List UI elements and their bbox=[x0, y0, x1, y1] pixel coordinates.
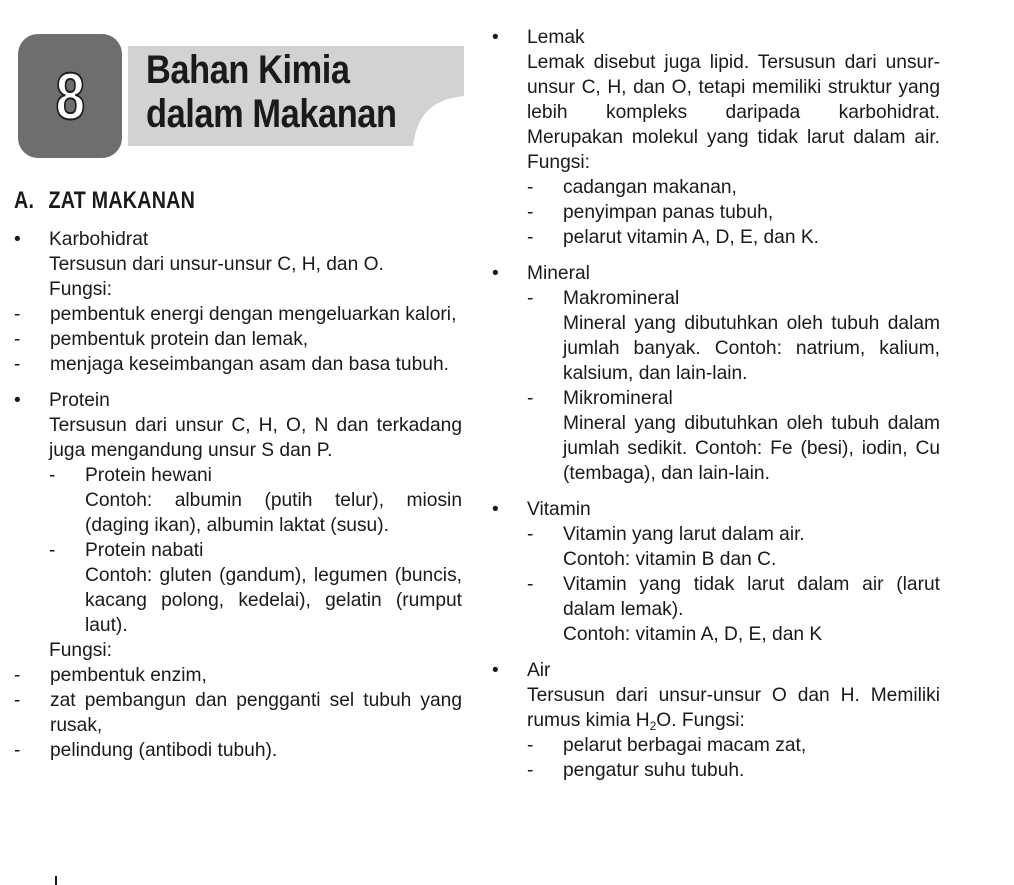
air-desc: Tersusun dari unsur-unsur O dan H. Memiliki rumus kimia $H_2O$. Fungsi: bbox=[527, 685, 940, 733]
mineral-item bbox=[492, 261, 940, 486]
protein-fungsi-item: - pelindung (antibodi tubuh). bbox=[14, 740, 278, 761]
vitamin-larut-air: - Vitamin yang larut dalam air. Contoh: vitamin B dan C. bbox=[527, 522, 940, 572]
vitamin-larut-air-title: Vitamin yang larut dalam air. bbox=[563, 524, 805, 545]
air-item bbox=[492, 658, 940, 783]
mikromineral-title: Mikromineral bbox=[563, 388, 673, 409]
mikromineral-desc: Mineral yang dibutuhkan oleh tubuh dalam jumlah sedikit. Contoh: Fe (besi), iodin, Cu (tembaga), dan lain-lain. bbox=[563, 413, 940, 484]
makromineral-title: Makromineral bbox=[563, 288, 680, 309]
section-letter: A. bbox=[14, 187, 35, 214]
karbohidrat-fungsi-item: - pembentuk protein dan lemak, bbox=[14, 329, 309, 350]
protein-heading: Protein bbox=[49, 390, 110, 411]
section-heading bbox=[14, 187, 195, 215]
air-heading: Air bbox=[527, 660, 551, 681]
vitamin-heading: Vitamin bbox=[527, 499, 591, 520]
protein-item bbox=[14, 388, 462, 663]
protein-hewani: - Protein hewani Contoh: albumin (putih telur), miosin (daging ikan), albumin laktat (susu). bbox=[49, 465, 462, 536]
bullet: • bbox=[492, 263, 499, 284]
vitamin-larut-lemak-example: Contoh: vitamin A, D, E, dan K bbox=[563, 624, 823, 645]
vitamin-larut-air-example: Contoh: vitamin B dan C. bbox=[563, 549, 777, 570]
page-edge-mark bbox=[55, 876, 57, 885]
karbohidrat-item bbox=[14, 227, 462, 302]
chapter-title-line1: Bahan Kimia bbox=[146, 48, 350, 92]
vitamin-larut-lemak-title: Vitamin yang tidak larut dalam air (larut dalam lemak). bbox=[563, 574, 940, 620]
air-fungsi-item: - pengatur suhu tubuh. bbox=[527, 760, 745, 781]
lemak-desc: Lemak disebut juga lipid. Tersusun dari unsur-unsur C, H, dan O, tetapi memiliki struktur yang lebih kompleks daripada karbohidrat. Merupakan molekul yang tidak larut dalam air. Fungsi: bbox=[527, 52, 940, 173]
karbohidrat-fungsi-label: Fungsi: bbox=[49, 279, 112, 300]
karbohidrat-heading: Karbohidrat bbox=[49, 229, 149, 250]
bullet: • bbox=[14, 390, 21, 411]
left-column bbox=[14, 227, 462, 763]
karbohidrat-desc: Tersusun dari unsur-unsur C, H, dan O. bbox=[49, 254, 384, 275]
chapter-number: 8 bbox=[55, 59, 85, 133]
protein-nabati-title: Protein nabati bbox=[85, 540, 204, 561]
bullet: • bbox=[14, 229, 21, 250]
subscript-two: 2 bbox=[649, 719, 657, 733]
chapter-number-box bbox=[18, 34, 122, 158]
karbohidrat-fungsi-item: - menjaga keseimbangan asam dan basa tubuh. bbox=[14, 354, 449, 375]
chapter-title-line2: dalam Makanan bbox=[146, 92, 397, 136]
air-fungsi-item: - pelarut berbagai macam zat, bbox=[527, 735, 807, 756]
mikromineral: - Mikromineral Mineral yang dibutuhkan oleh tubuh dalam jumlah sedikit. Contoh: Fe (besi), iodin, Cu (tembaga), dan lain-lain. bbox=[527, 388, 940, 484]
protein-fungsi-item: - pembentuk enzim, bbox=[14, 665, 207, 686]
lemak-fungsi-item: - penyimpan panas tubuh, bbox=[527, 202, 774, 223]
chapter-title bbox=[146, 48, 397, 136]
protein-fungsi-item: - zat pembangun dan pengganti sel tubuh yang rusak, bbox=[14, 690, 462, 736]
section-title: ZAT MAKANAN bbox=[48, 187, 196, 214]
right-column bbox=[492, 25, 940, 783]
protein-fungsi-label: Fungsi: bbox=[49, 640, 112, 661]
vitamin-item bbox=[492, 497, 940, 647]
protein-hewani-desc: Contoh: albumin (putih telur), miosin (daging ikan), albumin laktat (susu). bbox=[85, 490, 462, 536]
lemak-item bbox=[492, 25, 940, 250]
lemak-heading: Lemak bbox=[527, 27, 585, 48]
bullet: • bbox=[492, 660, 499, 681]
protein-nabati-desc: Contoh: gluten (gandum), legumen (buncis, kacang polong, kedelai), gelatin (rumput laut). bbox=[85, 565, 462, 636]
protein-hewani-title: Protein hewani bbox=[85, 465, 212, 486]
protein-nabati: - Protein nabati Contoh: gluten (gandum), legumen (buncis, kacang polong, kedelai), gelatin (rumput laut). bbox=[49, 540, 462, 636]
mineral-heading: Mineral bbox=[527, 263, 590, 284]
protein-desc: Tersusun dari unsur C, H, O, N dan terkadang juga mengandung unsur S dan P. bbox=[49, 415, 462, 461]
vitamin-larut-lemak: - Vitamin yang tidak larut dalam air (larut dalam lemak). Contoh: vitamin A, D, E, dan K bbox=[527, 574, 940, 645]
makromineral-desc: Mineral yang dibutuhkan oleh tubuh dalam jumlah banyak. Contoh: natrium, kalium, kalsium, dan lain-lain. bbox=[563, 313, 940, 384]
bullet: • bbox=[492, 499, 499, 520]
karbohidrat-fungsi-item: - pembentuk energi dengan mengeluarkan kalori, bbox=[14, 304, 457, 325]
lemak-fungsi-item: - pelarut vitamin A, D, E, dan K. bbox=[527, 227, 819, 248]
bullet: • bbox=[492, 27, 499, 48]
makromineral: - Makromineral Mineral yang dibutuhkan oleh tubuh dalam jumlah banyak. Contoh: natrium, kalium, kalsium, dan lain-lain. bbox=[527, 288, 940, 384]
lemak-fungsi-item: - cadangan makanan, bbox=[527, 177, 737, 198]
